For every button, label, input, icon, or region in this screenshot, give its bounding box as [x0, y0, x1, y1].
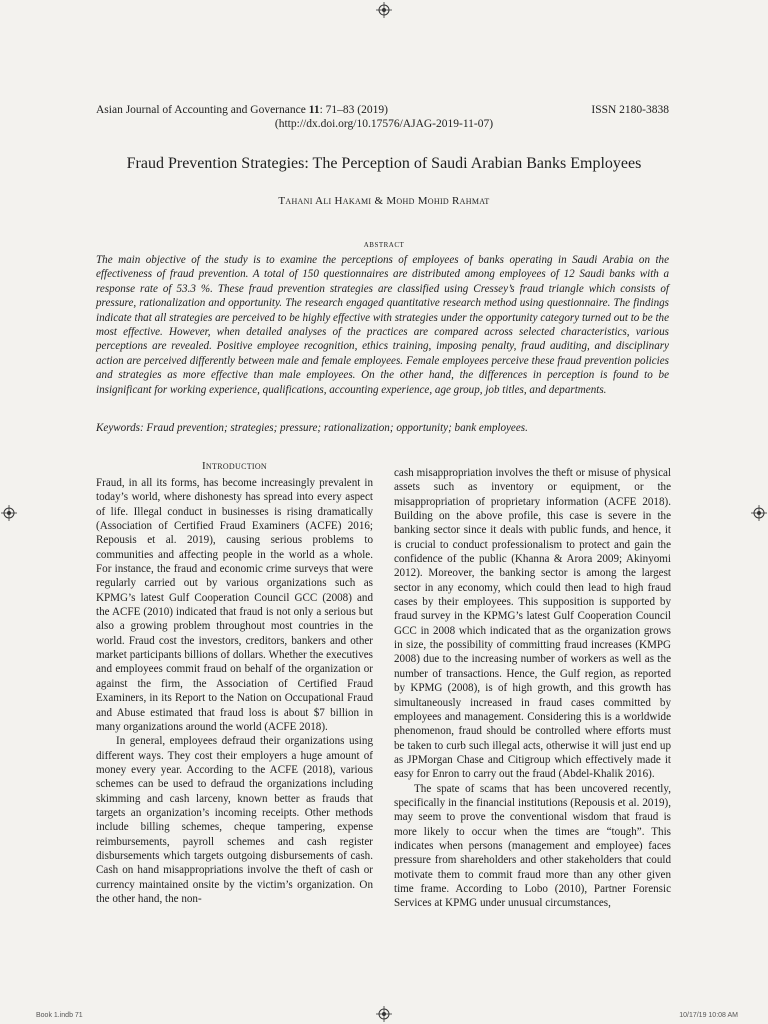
paragraph: Fraud, in all its forms, has become increasingly prevalent in today’s world, where dishonesty has spread into every aspect of life. Illegal conduct in businesses is rising dramatically (Association of Certified Fraud Examiners (ACFE) 2016; Repousis et al. 2019), causing serious problems to communities and affecting people in the world as a whole. For instance, the fraud and economic crime surveys that were regularly carried out by various organizations such as KPMG’s latest Gulf Cooperation Council GCC (2008) and the ACFE (2010) indicated that fraud is not only a serious but also a growing problem throughout most countries in the world. Fraud cost the investors, creditors, bankers and other market participants billions of dollars. Whether the executives and employees commit fraud on behalf of the organization or against the firm, the Association of Certified Fraud Examiners, in its Report to the Nation on Occupational Fraud and Abuse estimated that fraud loss is about $7 billion in many organizations around the world (ACFE 2018).	[96, 477, 373, 733]
footer-file-label: Book 1.indb 71	[36, 1012, 83, 1019]
section-heading-introduction: Introduction	[201, 460, 268, 472]
registration-mark-icon	[1, 505, 17, 521]
body-column-left	[96, 476, 373, 906]
paragraph: In general, employees defraud their organizations using different ways. They cost their employers a huge amount of money every year. According to the ACFE (2018), various schemes can be used to defraud the organizations including skimming and cash larceny, known better as frauds that targets an organization’s incoming receipts. Other methods include billing schemes, cheque tampering, expense reimbursements, payroll schemes and cash register disbursements which targets outgoing disbursements of cash. Cash on hand misappropriations involve the theft of cash or currency maintained onsite by the victim’s organization. On the other hand, the non-	[96, 735, 373, 905]
registration-mark-icon	[376, 2, 392, 18]
journal-pages-year: : 71–83 (2019)	[319, 104, 388, 116]
footer-timestamp: 10/17/19 10:08 AM	[679, 1012, 738, 1019]
paper-authors: Tahani Ali Hakami & Mohd Mohid Rahmat	[278, 195, 490, 207]
keywords: Keywords: Fraud prevention; strategies; pressure; rationalization; opportunity; bank employees.	[96, 422, 528, 434]
body-column-right	[394, 466, 671, 911]
paragraph: The spate of scams that has been uncovered recently, specifically in the financial institutions (Repousis et al. 2019), may seem to prove the conventional wisdom that fraud is more likely to occur when the times are “tough”. This indicates when persons (management and employee) faces pressure from shareholders and other stakeholders that could motivate them to commit fraud more than any other given time frame. According to Lobo (2010), Partner Forensic Services at KPMG under unusual circumstances,	[394, 782, 671, 910]
doi-link[interactable]: (http://dx.doi.org/10.17576/AJAG-2019-11-07)	[274, 118, 494, 130]
registration-mark-icon	[376, 1006, 392, 1022]
issn: ISSN 2180-3838	[591, 104, 669, 116]
abstract-text: The main objective of the study is to examine the perceptions of employees of banks operating in Saudi Arabia on the effectiveness of fraud prevention. A total of 150 questionnaires are distributed among employees of 12 Saudi banks with a response rate of 53.3 %. These fraud prevention strategies are classified using Cressey’s fraud triangle which consists of pressure, rationalization and opportunity. The research engaged quantitative research method using questionnaire. The findings indicate that all strategies are perceived to be highly effective with strategies under the opportunity category turned out to be the most effective. However, when detailed analyses of the practices are compared across selected characteristics, various perceptions are revealed. Positive employee recognition, ethics training, imposing penalty, fraud auditing, and disciplinary action are perceived differently between male and female employees. Female employees perceive these fraud prevention policies and strategies as more effective than male employees. On the other hand, the differences in perception is found to be insignificant for working experience, qualifications, accounting experience, age group, job titles, and departments.	[96, 254, 669, 396]
paragraph: cash misappropriation involves the theft or misuse of physical assets such as inventory or equipment, or the misappropriation of proprietary information (ACFE 2018). Building on the above profile, this case is severe in the banking sector since it deals with public funds, and hence, it is crucial to conduct professionalism to protect and gain the confidence of the public (Khanna & Arora 2009; Akinyomi 2012). Moreover, the banking sector is among the largest sector in any economy, which could then lead to high fraud cases by their employees. This supposition is supported by fraud survey in the KPMG’s latest Gulf Cooperation Council GCC in 2008 which indicated that as the organization grows in size, the possibility of committing fraud increases (KMPG 2008) due to the increasing number of workers as well as the number of transactions. Hence, the Gulf region, as reported by KPMG (2008), is of high growth, and this growth has simultaneously increased in fraud cases committed by employees and management. Considering this is a worldwide phenomenon, fraud should be controlled where efforts must be taken to curb such illegal acts, otherwise it will just end up as JPMorgan Chase and Citigroup which effectively made it easy for Enron to carry out the fraud (Abdel-Khalik 2016).	[394, 467, 671, 781]
abstract-heading: abstract	[363, 239, 405, 250]
paper-title: Fraud Prevention Strategies: The Perception of Saudi Arabian Banks Employees	[126, 155, 642, 172]
registration-mark-icon	[751, 505, 767, 521]
journal-name: Asian Journal of Accounting and Governance	[96, 104, 306, 116]
journal-volume: 11	[308, 104, 320, 116]
journal-citation	[96, 104, 388, 116]
